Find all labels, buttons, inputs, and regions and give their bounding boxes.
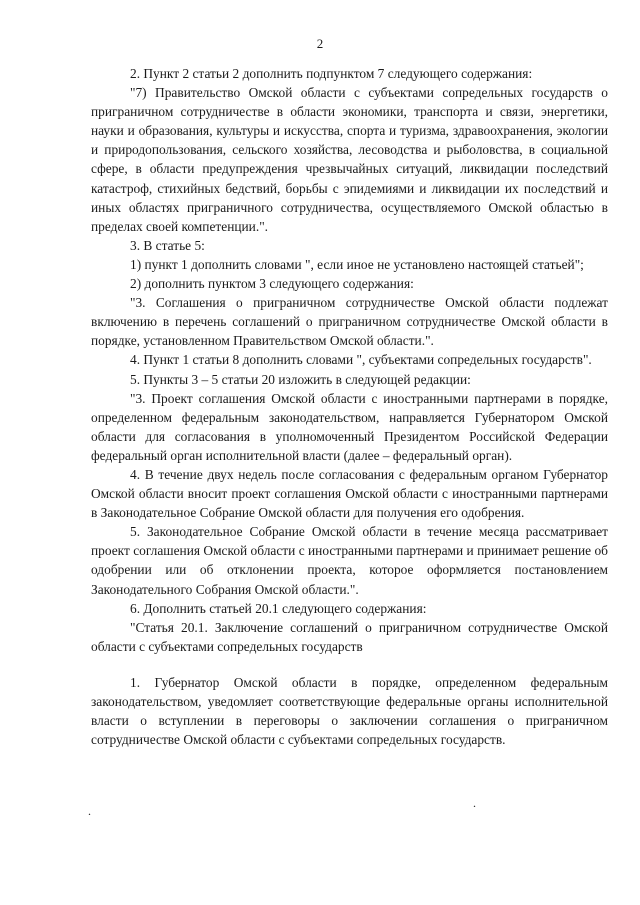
article-20-1-heading: "Статья 20.1. Заключение соглашений о приграничном сотрудничестве Омской области с субъектами сопредельных государств — [91, 619, 608, 654]
paragraph-item-3: 3. В статье 5: — [130, 237, 205, 253]
document-body — [91, 64, 608, 749]
paragraph-item-4: 4. Пункт 1 статьи 8 дополнить словами ", субъектами сопредельных государств". — [130, 352, 592, 368]
paragraph-clause-3-draft: "3. Проект соглашения Омской области с иностранными партнерами в порядке, определенном федеральным законодательством, направляется Губернатором Омской области для согласования в уполномоченный Президентом Российской Федерации федеральный орган исполнительной власти (далее – федеральный орган). — [91, 390, 608, 463]
paragraph-subitem-2: 2) дополнить пунктом 3 следующего содержания: — [130, 276, 414, 292]
scan-mark-left: . — [88, 804, 91, 818]
paragraph-item-6: 6. Дополнить статьей 20.1 следующего содержания: — [130, 600, 427, 616]
paragraph-clause-4: 4. В течение двух недель после согласования с федеральным органом Губернатор Омской области вносит проект соглашения Омской области с иностранными партнерами в Законодательное Собрание Омской области для получения его одобрения. — [91, 466, 608, 521]
paragraph-article-20-1-clause-1: 1. Губернатор Омской области в порядке, определенном федеральным законодательством, уведомляет соответствующие федеральные органы исполнительной власти о вступлении в переговоры о заключении соглашения о приграничном сотрудничестве Омской области с субъектами сопредельных государств. — [91, 674, 608, 748]
paragraph-subitem-7: "7) Правительство Омской области с субъектами сопредельных государств о приграничном сотрудничестве в области экономики, транспорта и связи, энергетики, науки и образования, культуры и искусства, спорта и туризма, здравоохранения, экологии и природопользования, сельского хозяйства, лесоводства и рыболовства, в социальной сфере, в области предупреждения чрезвычайных ситуаций, ликвидации последствий катастроф, стихийных бедствий, борьбы с эпидемиями и ликвидации их последствий и иных областях приграничного сотрудничества, осуществляемого Омской областью в пределах своей компетенции.". — [91, 85, 608, 234]
scan-mark-right: . — [473, 796, 476, 810]
page-number: 2 — [316, 36, 324, 51]
paragraph-clause-5: 5. Законодательное Собрание Омской области в течение месяца рассматривает проект соглашения Омской области с иностранными партнерами и принимает решение об одобрении или об отклонении проекта, которое оформляется постановлением Законодательного Собрания Омской области.". — [91, 524, 608, 597]
paragraph-clause-3-agreements: "3. Соглашения о приграничном сотрудничестве Омской области подлежат включению в перечень соглашений о приграничном сотрудничестве Омской области в порядке, установленном Правительством Омской области.". — [91, 295, 608, 349]
paragraph-item-2: 2. Пункт 2 статьи 2 дополнить подпунктом 7 следующего содержания: — [130, 66, 533, 81]
paragraph-item-5: 5. Пункты 3 – 5 статьи 20 изложить в следующей редакции: — [130, 371, 471, 387]
paragraph-subitem-1: 1) пункт 1 дополнить словами ", если иное не установлено настоящей статьей"; — [130, 256, 584, 272]
